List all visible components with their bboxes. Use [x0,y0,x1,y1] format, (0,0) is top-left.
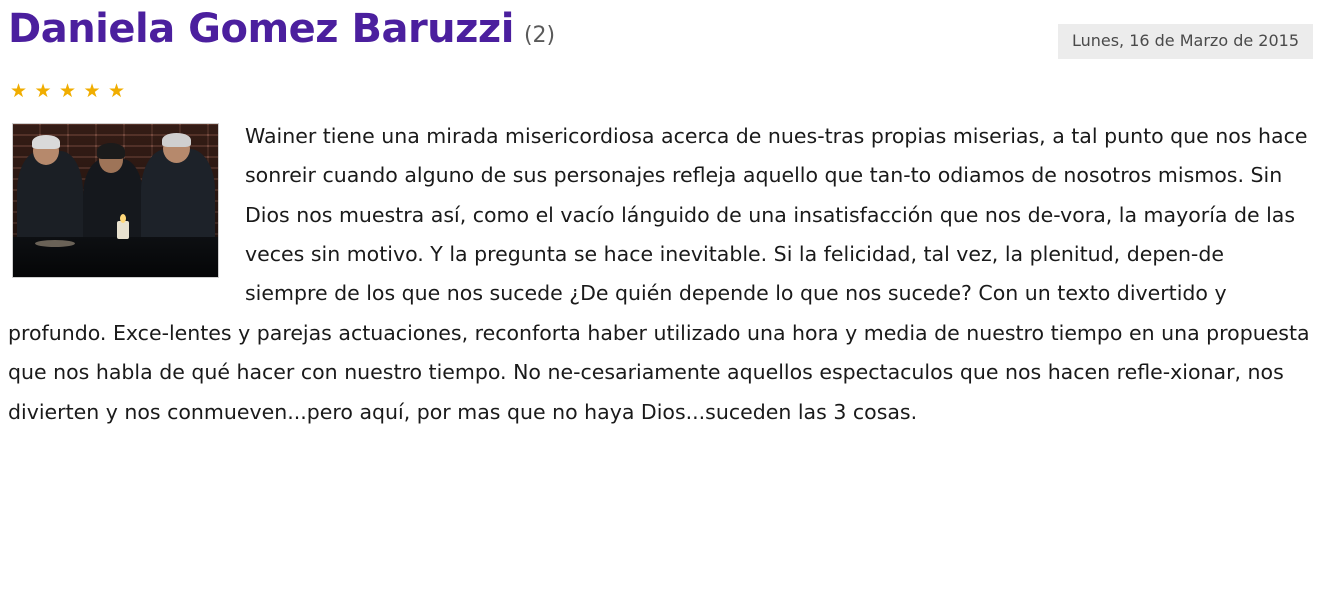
thumbnail-hair-middle [97,143,125,159]
review-thumbnail-image[interactable] [12,123,219,278]
review-author-name[interactable]: Daniela Gomez Baruzzi [8,6,514,52]
thumbnail-figure-left [17,151,83,243]
star-icon[interactable]: ★ [83,81,102,102]
star-icon[interactable]: ★ [10,81,29,102]
thumbnail-plate [35,240,75,247]
thumbnail-hair-left [32,135,60,149]
review-count: (2) [523,23,556,48]
thumbnail-figure-right [141,149,215,243]
star-icon[interactable]: ★ [108,81,127,102]
rating-stars[interactable] [10,82,1313,101]
review-body-text: Wainer tiene una mirada misericordiosa acerca de nues-tras propias miserias, a tal punto que nos hace sonreir cuando alguno de sus personajes refleja aquello que tan-to odiamos de nosotros mismos. Sin Dios nos muestra así, como el vacío lánguido de una insatisfacción que nos de-vora, la mayoría de las veces sin motivo. Y la pregunta se hace inevitable. Si la felicidad, tal vez, la plenitud, depen-de siempre de los que nos sucede ¿De quién depende lo que nos sucede? Con un texto divertido y profundo. Exce-lentes y parejas actuaciones, reconforta haber utilizado una hora y media de nuestro tiempo en una propuesta que nos habla de qué hacer con nuestro tiempo. No ne-cesariamente aquellos espectaculos que nos hacen refle-xionar, nos divierten y nos conmueven...pero aquí, por mas que no haya Dios...suceden las 3 cosas. [8,124,1310,424]
review-body [8,117,1313,432]
star-icon[interactable]: ★ [34,81,53,102]
review-date-badge: Lunes, 16 de Marzo de 2015 [1058,24,1313,59]
review-header [8,8,1313,80]
thumbnail-hair-right [162,133,191,147]
star-icon[interactable]: ★ [59,81,78,102]
thumbnail-candle [117,221,129,239]
